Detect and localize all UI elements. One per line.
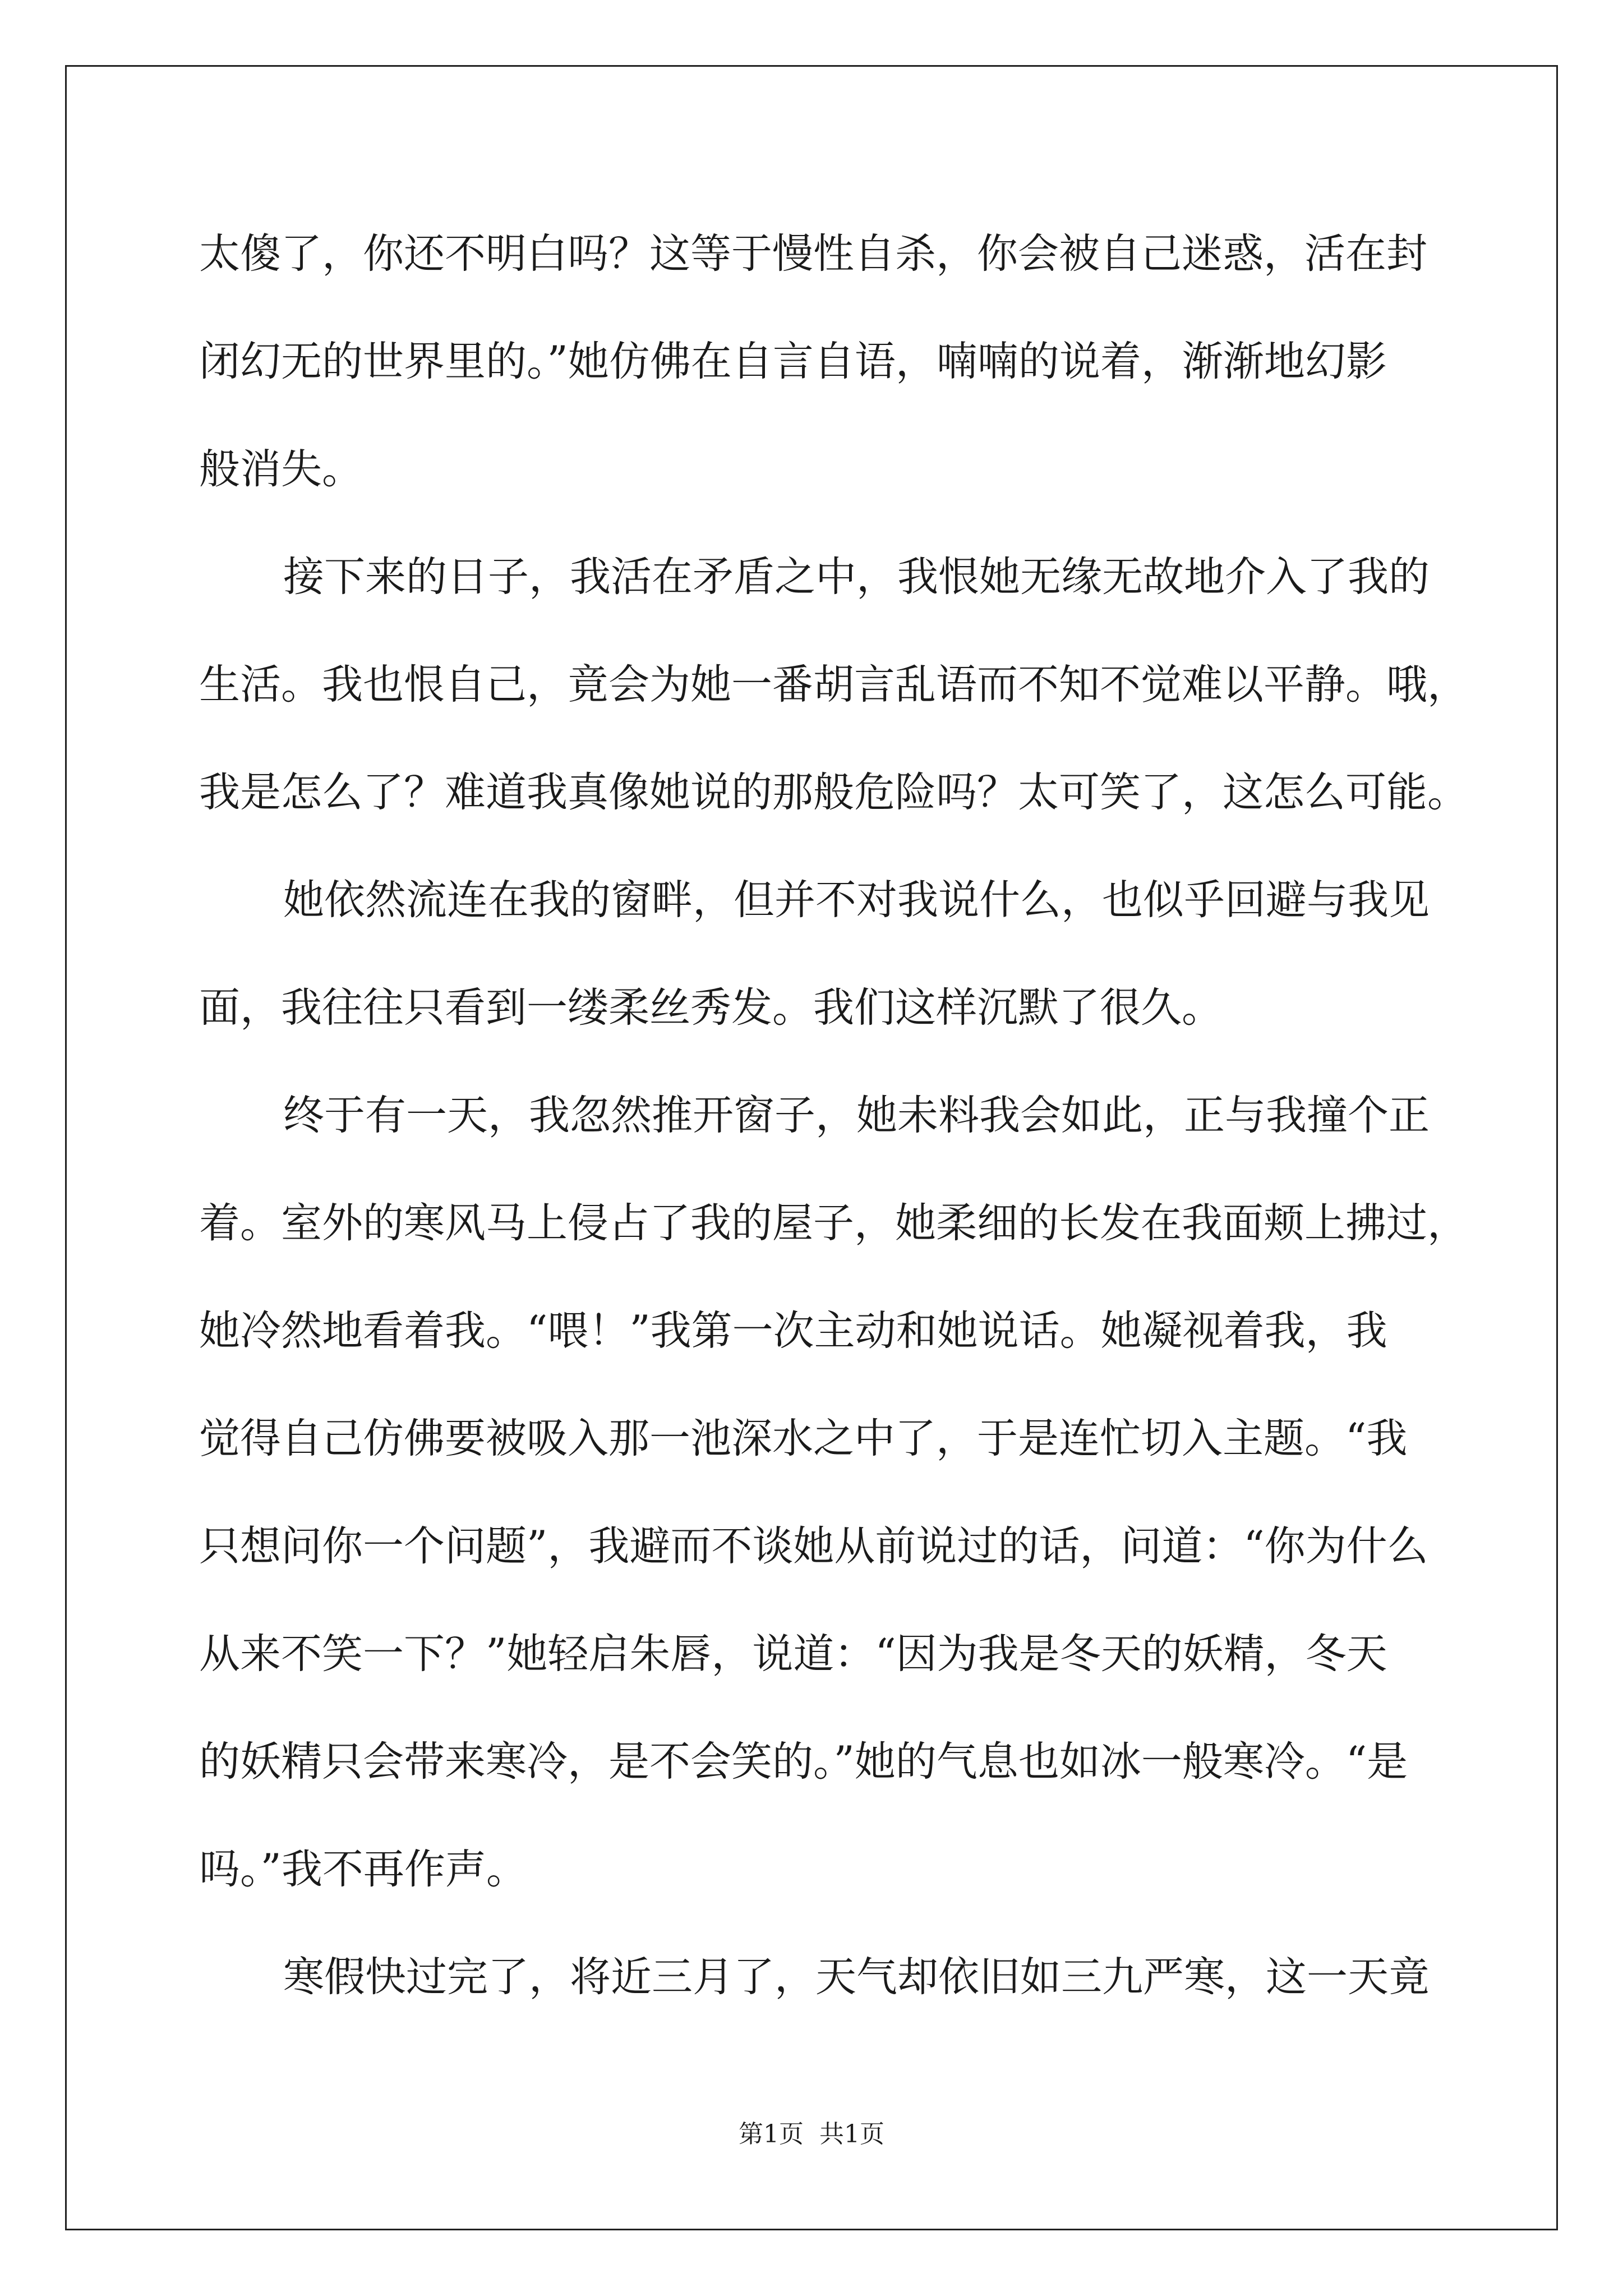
paragraph-first-line: 接下来的日子，我活在矛盾之中，我恨她无缘无故地介入了我的: [283, 553, 1430, 601]
paragraph-first-line: 寒假快过完了，将近三月了，天气却依旧如三九严寒，这一天竟: [283, 1953, 1430, 2001]
text-line: 面，我往往只看到一缕柔丝秀发。我们这样沉默了很久。: [199, 984, 1223, 1032]
text-line: 闭幻无的世界里的。”她仿佛在自言自语，喃喃的说着，渐渐地幻影: [199, 338, 1387, 385]
paragraph-first-line: 她依然流连在我的窗畔，但并不对我说什么，也似乎回避与我见: [283, 876, 1430, 924]
text-line: 生活。我也恨自己，竟会为她一番胡言乱语而不知不觉难以平静。哦，: [199, 661, 1468, 708]
page-number-current: 第1页: [739, 2120, 804, 2148]
text-line: 吗。”我不再作声。: [199, 1846, 527, 1893]
paragraph-first-line: 终于有一天，我忽然推开窗子，她未料我会如此，正与我撞个正: [283, 1092, 1430, 1139]
text-line: 太傻了，你还不明白吗？这等于慢性自杀，你会被自己迷惑，活在封: [199, 230, 1427, 278]
text-line: 她冷然地看着我。“喂！”我第一次主动和她说话。她凝视着我，我: [199, 1307, 1387, 1355]
text-line: 只想问你一个问题”，我避而不谈她从前说过的话，问道：“你为什么: [199, 1522, 1428, 1570]
text-line: 的妖精只会带来寒冷，是不会笑的。”她的气息也如冰一般寒冷。“是: [199, 1738, 1408, 1786]
text-line: 觉得自己仿佛要被吸入那一池深水之中了，于是连忙切入主题。“我: [199, 1415, 1408, 1462]
text-line: 般消失。: [199, 445, 363, 493]
page-footer: [0, 2118, 1623, 2151]
text-line: 从来不笑一下？”她轻启朱唇，说道：“因为我是冬天的妖精，冬天: [199, 1630, 1387, 1678]
text-line: 我是怎么了？难道我真像她说的那般危险吗？太可笑了，这怎么可能。: [199, 769, 1468, 816]
page-number-total: 共1页: [819, 2120, 884, 2148]
text-line: 着。室外的寒风马上侵占了我的屋子，她柔细的长发在我面颊上拂过，: [199, 1199, 1468, 1247]
